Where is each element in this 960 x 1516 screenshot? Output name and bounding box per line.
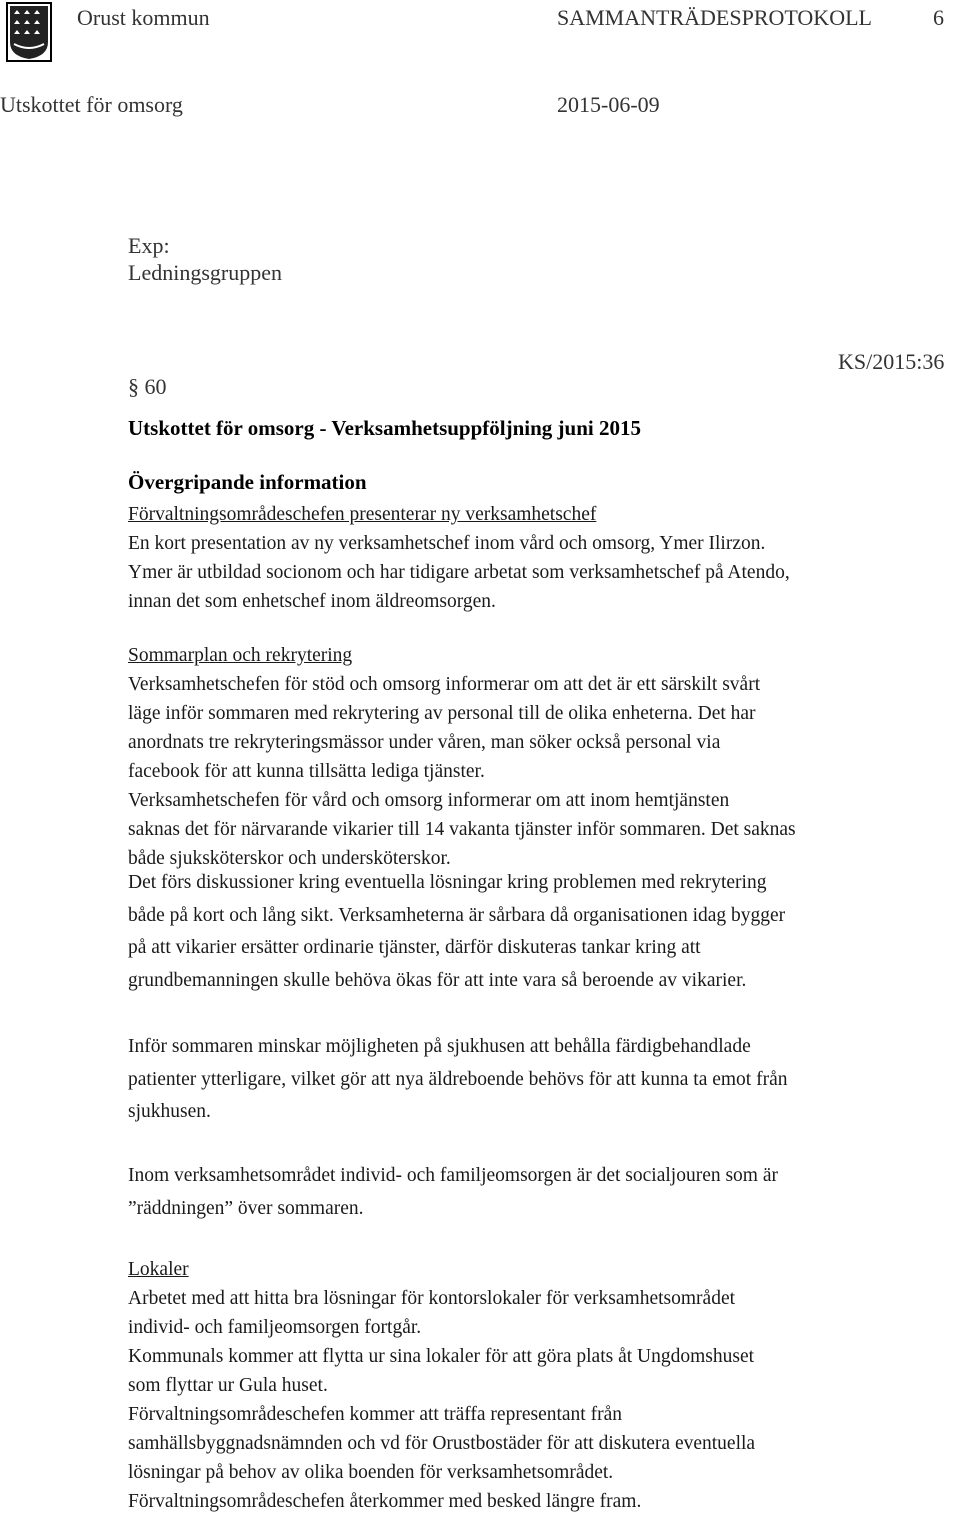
presentation-line: innan det som enhetschef inom äldreomsorgen.: [128, 591, 496, 612]
meeting-date: 2015-06-09: [557, 92, 660, 117]
committee-name: Utskottet för omsorg: [0, 92, 183, 117]
premises-line: lösningar på behov av olika boenden för verksamhetsområdet.: [128, 1462, 614, 1483]
presentation-line: Ymer är utbildad socionom och har tidigare arbetat som verksamhetschef på Atendo,: [128, 562, 790, 583]
discussion-line: på att vikarier ersätter ordinarie tjänster, därför diskuteras tankar kring att: [128, 937, 701, 958]
section-value: 60: [144, 374, 167, 399]
municipality-name: Orust kommun: [77, 5, 210, 30]
recruitment-heading: Sommarplan och rekrytering: [128, 645, 353, 666]
hospital-line: sjukhusen.: [128, 1101, 211, 1122]
ifo-line: Inom verksamhetsområdet individ- och familjeomsorgen är det socialjouren som är: [128, 1165, 779, 1186]
case-reference: KS/2015:36: [838, 349, 945, 374]
section-number: [128, 374, 167, 400]
case-title: Utskottet för omsorg - Verksamhetsuppföljning juni 2015: [128, 416, 641, 440]
recruitment-line: facebook för att kunna tillsätta lediga tjänster.: [128, 761, 485, 782]
recruitment-line: anordnats tre rekryteringsmässor under våren, man söker också personal via: [128, 732, 721, 753]
premises-line: individ- och familjeomsorgen fortgår.: [128, 1317, 422, 1338]
recruitment-line: Verksamhetschefen för stöd och omsorg informerar om att det är ett särskilt svårt: [128, 674, 761, 695]
section-symbol: §: [128, 374, 139, 399]
discussion-line: Det förs diskussioner kring eventuella lösningar kring problemen med rekrytering: [128, 872, 767, 893]
expedition-recipient: Ledningsgruppen: [128, 260, 282, 285]
page-number: 6: [933, 5, 944, 30]
presentation-line: En kort presentation av ny verksamhetschef inom vård och omsorg, Ymer Ilirzon.: [128, 533, 766, 554]
hospital-block: [128, 1031, 948, 1129]
document-type: SAMMANTRÄDESPROTOKOLL: [557, 5, 872, 30]
recruitment-line: läge inför sommaren med rekrytering av personal till de olika enheterna. Det har: [128, 703, 756, 724]
premises-line: Förvaltningsområdeschefen kommer att träffa representant från: [128, 1404, 622, 1425]
discussion-line: både på kort och lång sikt. Verksamheterna är sårbara då organisationen idag bygger: [128, 904, 786, 926]
recruitment-line: Verksamhetschefen för vård och omsorg informerar om att inom hemtjänsten: [128, 790, 730, 811]
ifo-line: ”räddningen” över sommaren.: [128, 1197, 364, 1219]
recruitment-line: både sjuksköterskor och undersköterskor.: [128, 848, 451, 869]
discussion-line: grundbemanningen skulle behöva ökas för att inte vara så beroende av vikarier.: [128, 969, 747, 991]
premises-line: som flyttar ur Gula huset.: [128, 1375, 328, 1396]
premises-line: samhällsbyggnadsnämnden och vd för Orustbostäder för att diskutera eventuella: [128, 1433, 756, 1454]
recruitment-block: [128, 641, 948, 873]
premises-line: Kommunals kommer att flytta ur sina lokaler för att göra plats åt Ungdomshuset: [128, 1346, 755, 1367]
presentation-heading: Förvaltningsområdeschefen presenterar ny verksamhetschef: [128, 504, 597, 525]
premises-line: Förvaltningsområdeschefen återkommer med besked längre fram.: [128, 1491, 642, 1512]
premises-line: Arbetet med att hitta bra lösningar för kontorslokaler för verksamhetsområdet: [128, 1288, 736, 1309]
presentation-block: [128, 500, 948, 616]
premises-heading: Lokaler: [128, 1259, 189, 1280]
premises-block: [128, 1255, 948, 1516]
municipality-logo-icon: [6, 2, 52, 62]
overview-heading: Övergripande information: [128, 470, 367, 494]
ifo-block: [128, 1160, 948, 1225]
hospital-line: patienter ytterligare, vilket gör att nya äldreboende behövs för att kunna ta emot från: [128, 1068, 788, 1090]
discussion-block: [128, 867, 948, 997]
expedition-label: Exp:: [128, 233, 170, 258]
hospital-line: Inför sommaren minskar möjligheten på sjukhusen att behålla färdigbehandlade: [128, 1036, 751, 1057]
recruitment-line: saknas det för närvarande vikarier till 14 vakanta tjänster inför sommaren. Det saknas: [128, 819, 796, 840]
